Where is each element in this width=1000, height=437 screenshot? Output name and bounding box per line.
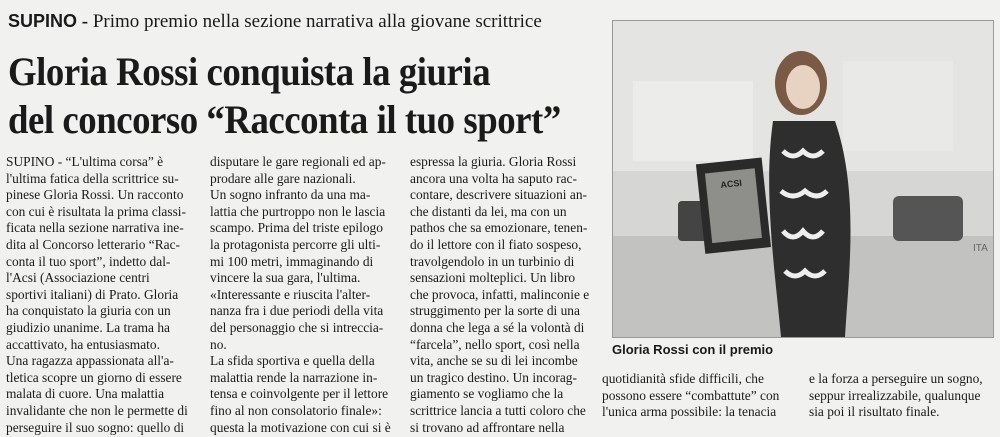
article-line: contare, descrivere situazioni an- [410,187,587,203]
article-line: quotidianità sfide difficili, che [602,371,764,386]
kicker-place: SUPINO [8,11,78,31]
article-line: no. [210,336,227,352]
article-column-1 [6,154,198,436]
article-line: struggimento per la sorte di una [410,303,580,319]
kicker [8,2,608,40]
article-line: perseguire il suo sogno: quello di [6,419,185,435]
article-line: possono essere “combattute” con [602,387,780,403]
article-line: con cui è risultata la prima classi- [6,203,186,219]
article-line: mi 100 metri, immaginando di [210,253,374,269]
article-line: travolgendolo in un turbinio di [410,253,575,269]
article-column-5 [809,371,999,421]
article-line: Un sogno infranto da una ma- [210,187,371,203]
article-column-4 [602,371,800,421]
article-line: vita, anche se su di lei incombe [410,353,578,369]
kicker-text: Primo premio nella sezione narrativa alla giovane scrittrice [92,11,542,32]
headline-line-2: del concorso “Racconta il tuo sport” [8,97,561,142]
article-line: accattivato, ha entusiasmato. [6,336,160,352]
wall-text: ITA [973,243,988,254]
article-line: sia poi il risultato finale. [809,404,940,420]
article-line: prodare alle gare nazionali. [210,170,356,186]
article-line: seppur irrealizzabile, qualunque [809,387,981,403]
article-line: tletica scopre un giorno di essere [6,369,182,385]
article-line: l'Acsi (Associazione centri [6,270,150,286]
article-line: giamento se vogliamo che la [410,386,564,402]
article-line: la protagonista percorre gli ulti- [210,236,381,252]
article-line: malattia rende la narrazione in- [210,369,378,385]
article-line: un tragico destino. Un incorag- [410,369,577,385]
photo-illustration [613,21,993,337]
article-line: nanza fra i due periodi della vita [210,303,384,319]
article-line: «Interessante e riuscita l'alter- [210,286,371,302]
article-line: pathos che sa emozionare, tenen- [410,220,588,236]
article-line: La sfida sportiva e quella della [210,353,375,369]
article-line: disputare le gare regionali ed ap- [210,154,386,169]
article-line: giudizio unanime. La trama ha [6,319,170,335]
headline-line-1: Gloria Rossi conquista la giuria [8,49,491,94]
article-line: del personaggio che si intreccia- [210,319,384,335]
article-line: questa la motivazione con cui si è [210,419,391,435]
article-line: scampo. Prima del triste epilogo [210,220,383,236]
article-line: e la forza a perseguire un sogno, [809,371,983,386]
article-line: invalidante che non le permette di [6,402,188,418]
article-line: donna che lega a sé la volontà di [410,319,585,335]
article-line: ha conquistato la giuria con un [6,303,171,319]
article-line: Una ragazza appassionata all'a- [6,353,174,369]
article-line: ancora una volta ha saputo rac- [410,170,577,186]
article-line: “farcela”, nello sport, così nella [410,336,580,352]
article-line: l'unica arma possibile: la tenacia [602,404,777,420]
article-line: scrittrice lancia a tutti coloro che [410,402,586,418]
photo-caption: Gloria Rossi con il premio [612,342,774,357]
article-line: do il lettore con il fiato sospeso, [410,236,582,252]
article-line: dita al Concorso letterario “Rac- [6,236,181,252]
article-line: pinese Gloria Rossi. Un racconto [6,187,184,203]
article-line: tensa e coinvolgente per il lettore [210,386,389,402]
article-photo [612,20,994,338]
article-line: ficata nella sezione narrativa ine- [6,220,184,236]
article-line: vincere la sua gara, l'ultima. [210,270,361,286]
kicker-separator: - [77,11,93,32]
article-line: che provoca, infatti, malinconie e [410,286,590,302]
article-line: espressa la giuria. Gloria Rossi [410,154,577,169]
article-line: malata di cuore. Una malattia [6,386,165,402]
article-line: si trovano ad affrontare nella [410,419,565,435]
article-line: sensazioni molteplici. Un libro [410,270,576,286]
plaque [696,158,771,254]
plaque-text: ACSI [719,177,743,190]
article-line: sportivi italiani) di Prato. Gloria [6,286,179,302]
article-column-2 [210,154,400,436]
article-line: che distanti da lei, ma con un [410,203,567,219]
article-line: lattia che purtroppo non le lascia [210,203,386,219]
article-line: l'ultima fatica della scrittrice su- [6,170,179,186]
article-line: SUPINO - “L'ultima corsa” è [6,154,164,169]
article-line: conta il tuo sport”, indetto dal- [6,253,171,269]
article-line: fino al non consolatorio finale»: [210,402,382,418]
headline [8,48,560,144]
article-column-3 [410,154,600,436]
